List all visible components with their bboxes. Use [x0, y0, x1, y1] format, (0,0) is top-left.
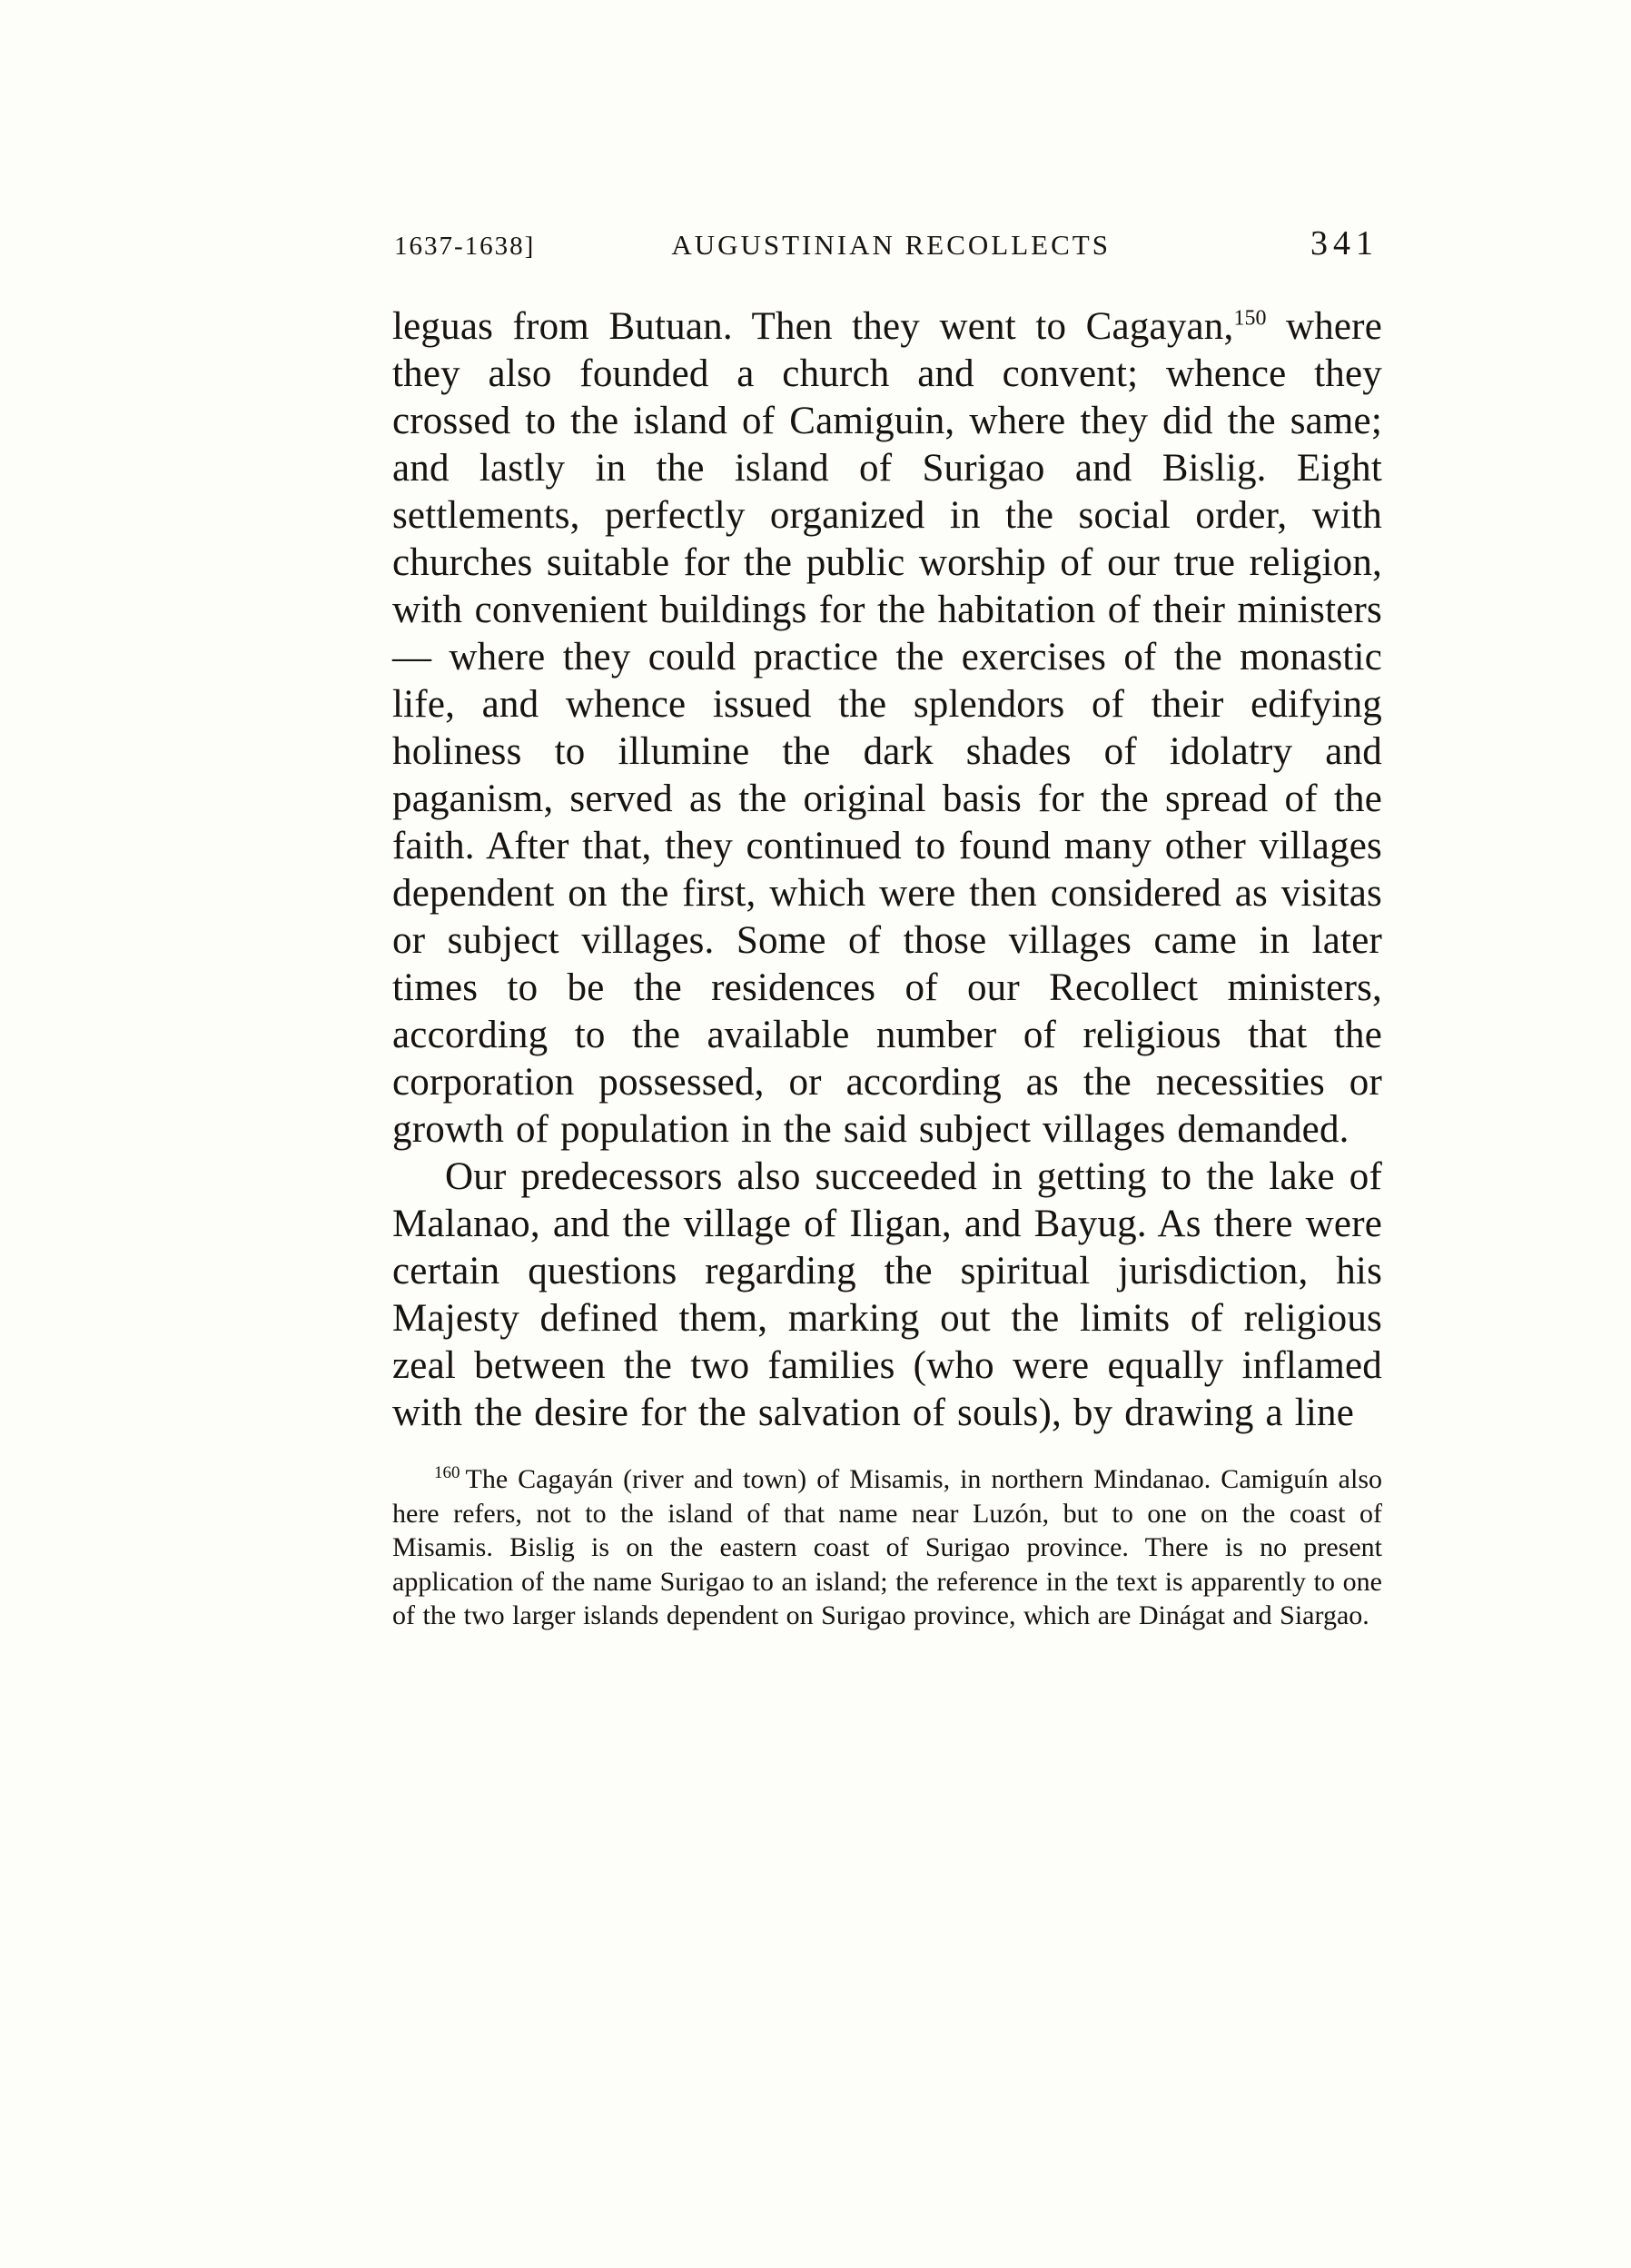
paragraph-1: [392, 303, 1382, 1154]
header-date-range: 1637-1638]: [394, 232, 536, 261]
body-text: [392, 303, 1382, 1437]
paragraph-1-text-after-note: where they also founded a church and convent; whence they crossed to the island of Camiguin, where they did the same; and lastly in the island of Surigao and Bislig. Eight settlements, perfectly organized in the social order, with churches suitable for the public worship of our true religion, with convenient buildings for the habitation of their ministers — where they could practice the exercises of the monastic life, and whence issued the splendors of their edifying holiness to illumine the dark shades of idolatry and paganism, served as the original basis for the spread of the faith. After that, they continued to found many other villages dependent on the first, which were then considered as visitas or subject villages. Some of those villages came in later times to be the residences of our Recollect ministers, according to the available number of religious that the corporation possessed, or according as the necessities or growth of population in the said subject villages demanded.: [392, 305, 1382, 1151]
footnote-reference-150: 150: [1233, 306, 1267, 331]
running-header: [392, 223, 1382, 263]
header-title: AUGUSTINIAN RECOLLECTS: [671, 229, 1111, 261]
page-content: [392, 223, 1382, 1633]
footnote-block: [392, 1462, 1382, 1633]
header-page-number: 341: [1310, 224, 1379, 262]
paragraph-1-text-before-note: leguas from Butuan. Then they went to Cagayan,: [392, 305, 1234, 348]
footnote-marker-160: 160: [434, 1463, 460, 1482]
footnote-text: The Cagayán (river and town) of Misamis, in northern Mindanao. Camiguín also here refers, not to the island of that name near Luzón, but to one on the coast of Misamis. Bislig is on the eastern coast of Surigao province. There is no present application of the name Surigao to an island; the reference in the text is apparently to one of the two larger islands dependent on Surigao province, which are Dinágat and Siargao.: [392, 1464, 1382, 1630]
paragraph-2: Our predecessors also succeeded in getting to the lake of Malanao, and the village of Iligan, and Bayug. As there were certain questions regarding the spiritual jurisdiction, his Majesty defined them, marking out the limits of religious zeal between the two families (who were equally inflamed with the desire for the salvation of souls), by drawing a line: [392, 1155, 1382, 1434]
